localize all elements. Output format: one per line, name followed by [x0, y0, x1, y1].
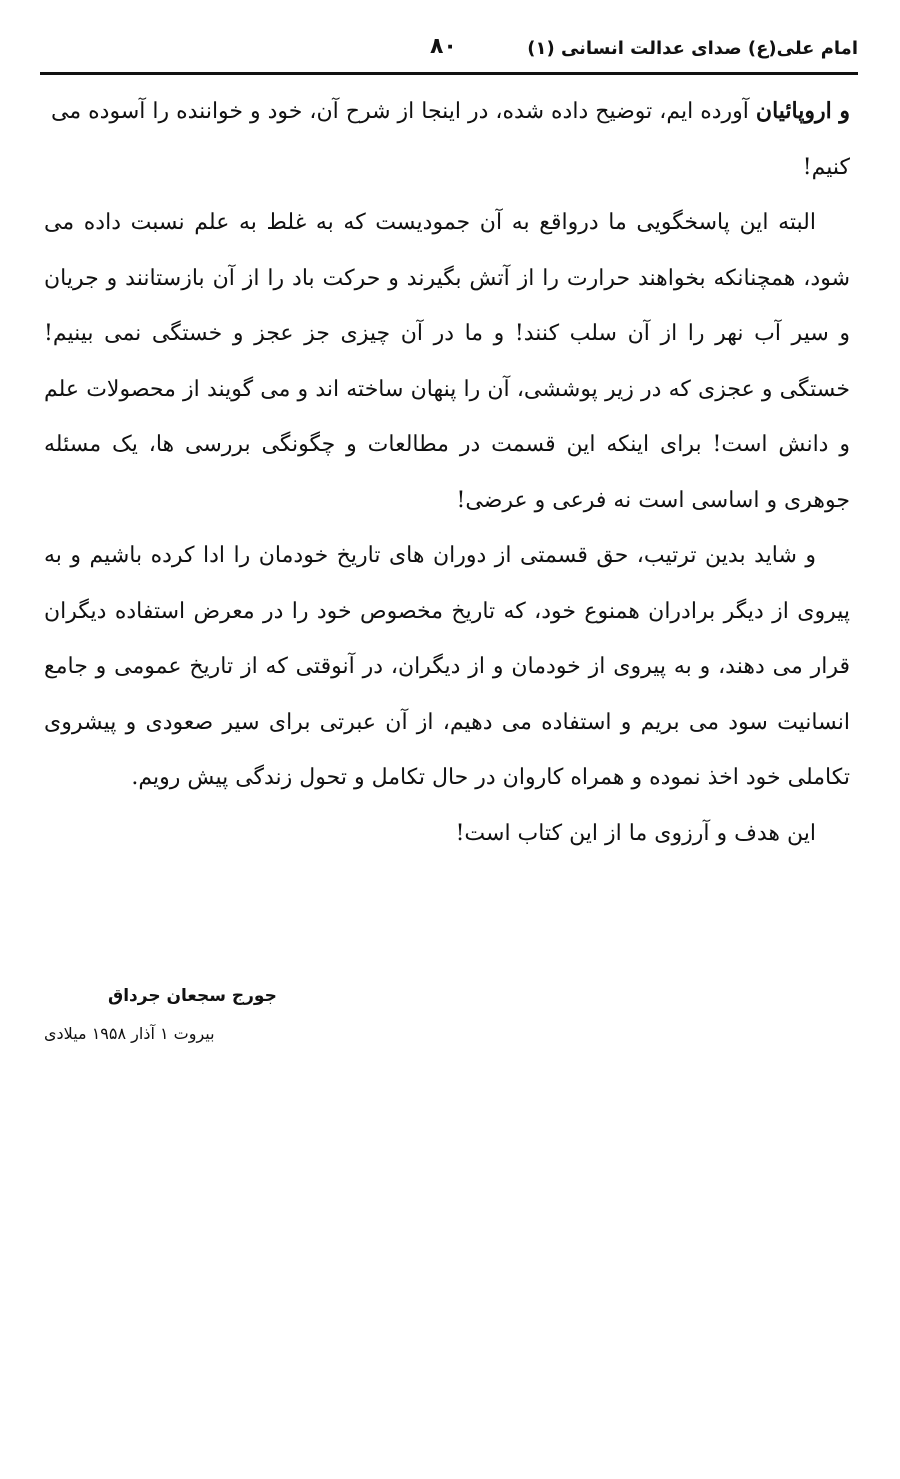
body-text: [44, 84, 850, 861]
paragraph-2: البته این پاسخگویی ما درواقع به آن جمودیست که به غلط به علم نسبت داده می شود، همچنانکه بخواهند حرارت را از آتش بگیرند و حرکت باد را از آن بازستانند و جریان و سیر آب نهر را از آن سلب کنند! و ما در آن چیزی جز عجز و خستگی نمی بینیم! خستگی و عجزی که در زیر پوششی، آن را پنهان ساخته اند و می گویند از محصولات علم و دانش است! برای اینکه این قسمت در مطالعات و چگونگی بررسی ها، یک مسئله جوهری و اساسی است نه فرعی و عرضی!: [44, 210, 850, 513]
paragraph-1-text: آورده ایم، توضیح داده شده، در اینجا از شرح آن، خود و خواننده را آسوده می کنیم!: [51, 99, 850, 180]
page-header: [40, 28, 858, 70]
paragraph-4: این هدف و آرزوی ما از این کتاب است!: [455, 820, 816, 846]
bold-term: و اروپائیان: [755, 98, 850, 124]
header-divider: [40, 72, 858, 75]
author-signature: جورج سجعان جرداق: [108, 986, 277, 1006]
page-number: ۸۰: [430, 34, 457, 59]
paragraph-1: [44, 84, 850, 195]
place-date: بیروت ۱ آذار ۱۹۵۸ میلادی: [44, 1024, 215, 1043]
running-title: امام علی(ع) صدای عدالت انسانی (۱): [527, 38, 858, 59]
paragraph-3: و شاید بدین ترتیب، حق قسمتی از دوران های تاریخ خودمان را ادا کرده باشیم و به پیروی از دیگر برادران همنوع خود، که تاریخ مخصوص خود را در معرض استفاده دیگران قرار می دهند، و به پیروی از خودمان و از دیگران، در آنوقتی که از تاریخ عمومی و جامع انسانیت سود می بریم و استفاده می دهیم، از آن عبرتی برای سیر صعودی و پیشروی تکاملی خود اخذ نموده و همراه کاروان در حال تکامل و تحول زندگی پیش رویم.: [44, 543, 850, 790]
